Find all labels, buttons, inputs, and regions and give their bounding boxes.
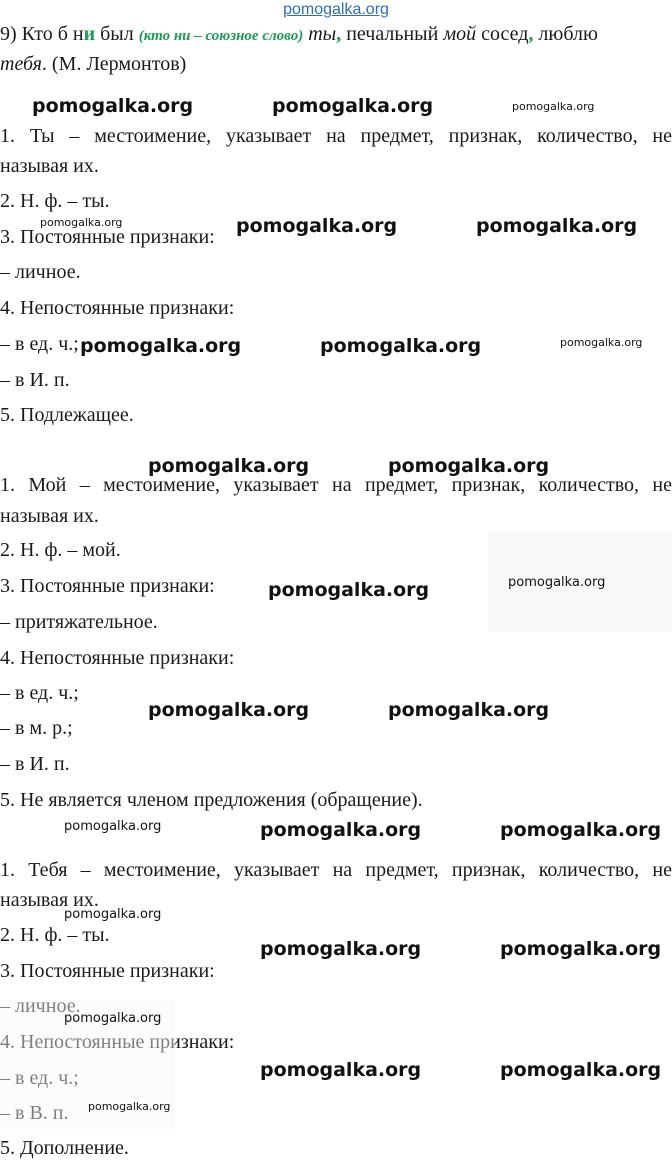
watermark: pomogalka.org [88, 1100, 171, 1113]
s3-line-3a: – личное. [0, 995, 81, 1017]
watermark: pomogalka.org [40, 216, 123, 229]
s3-line-1b: называя их. [0, 889, 99, 911]
s1-line-2: 2. Н. ф. – ты. [0, 190, 110, 212]
watermark: pomogalka.org [476, 215, 638, 237]
s3-line-1: 1. Тебя – местоимение, указывает на предмет, признак, количество, не [0, 859, 672, 881]
word-ty: ты [308, 23, 337, 45]
s3-line-4b: – в В. п. [0, 1102, 69, 1124]
word-moy: мой [443, 23, 477, 45]
highlight-comma: , [336, 23, 342, 45]
watermark: pomogalka.org [260, 1059, 422, 1081]
sentence-part: был [95, 23, 139, 45]
watermark: pomogalka.org [148, 699, 310, 721]
sentence-part: сосед [476, 23, 529, 45]
watermark: pomogalka.org [512, 100, 595, 113]
s2-line-5: 5. Не является членом предложения (обращение). [0, 789, 423, 811]
watermark: pomogalka.org [32, 95, 194, 117]
s1-line-1b: называя их. [0, 155, 99, 177]
sentence-part: печальный [341, 23, 444, 45]
s3-line-5: 5. Дополнение. [0, 1137, 129, 1159]
watermark: pomogalka.org [80, 335, 242, 357]
s3-line-3: 3. Постоянные признаки: [0, 960, 215, 982]
watermark: pomogalka.org [500, 1059, 662, 1081]
watermark: pomogalka.org [268, 579, 430, 601]
s1-line-3a: – личное. [0, 261, 81, 283]
watermark: pomogalka.org [560, 336, 643, 349]
sentence-line-2 [0, 52, 186, 76]
sentence-part: 9) Кто б н [0, 23, 84, 45]
watermark: pomogalka.org [64, 819, 162, 834]
s3-line-4: 4. Непостоянные признаки: [0, 1031, 235, 1053]
watermark: pomogalka.org [260, 938, 422, 960]
watermark: pomogalka.org [64, 907, 162, 922]
s2-line-1b: называя их. [0, 505, 99, 527]
watermark: pomogalka.org [260, 819, 422, 841]
watermark: pomogalka.org [320, 335, 482, 357]
site-header-link[interactable]: pomogalka.org [283, 1, 389, 18]
s1-line-1: 1. Ты – местоимение, указывает на предмет, признак, количество, не [0, 125, 672, 147]
watermark: pomogalka.org [236, 215, 398, 237]
watermark: pomogalka.org [500, 938, 662, 960]
s2-line-4a: – в ед. ч.; [0, 682, 79, 704]
watermark: pomogalka.org [508, 575, 606, 590]
grammar-note: (кто ни – союзное слово) [138, 28, 304, 44]
highlight-comma: , [528, 23, 534, 45]
s1-line-4: 4. Непостоянные признаки: [0, 297, 235, 319]
s2-line-3a: – притяжательное. [0, 611, 158, 633]
watermark: pomogalka.org [64, 1011, 162, 1026]
sentence-part: люблю [533, 23, 598, 45]
watermark: pomogalka.org [500, 819, 662, 841]
watermark: pomogalka.org [148, 455, 310, 477]
s2-line-2: 2. Н. ф. – мой. [0, 539, 121, 561]
watermark: pomogalka.org [272, 95, 434, 117]
s2-line-3: 3. Постоянные признаки: [0, 575, 215, 597]
s3-line-2: 2. Н. ф. – ты. [0, 924, 110, 946]
sentence-source: . (М. Лермонтов) [41, 53, 187, 75]
s2-line-1: 1. Мой – местоимение, указывает на предмет, признак, количество, не [0, 474, 672, 496]
s1-line-5: 5. Подлежащее. [0, 404, 134, 426]
s3-line-4a: – в ед. ч.; [0, 1067, 79, 1089]
highlight-letter: и [83, 23, 96, 45]
s2-line-4: 4. Непостоянные признаки: [0, 647, 235, 669]
watermark: pomogalka.org [388, 699, 550, 721]
s1-line-4a: – в ед. ч.; [0, 333, 79, 355]
sentence-line-1 [0, 22, 598, 48]
s2-line-4b: – в м. р.; [0, 717, 73, 739]
word-tebya: тебя [0, 53, 42, 75]
s1-line-4b: – в И. п. [0, 369, 70, 391]
s2-line-4c: – в И. п. [0, 753, 70, 775]
watermark: pomogalka.org [388, 455, 550, 477]
s1-line-3: 3. Постоянные признаки: [0, 226, 215, 248]
